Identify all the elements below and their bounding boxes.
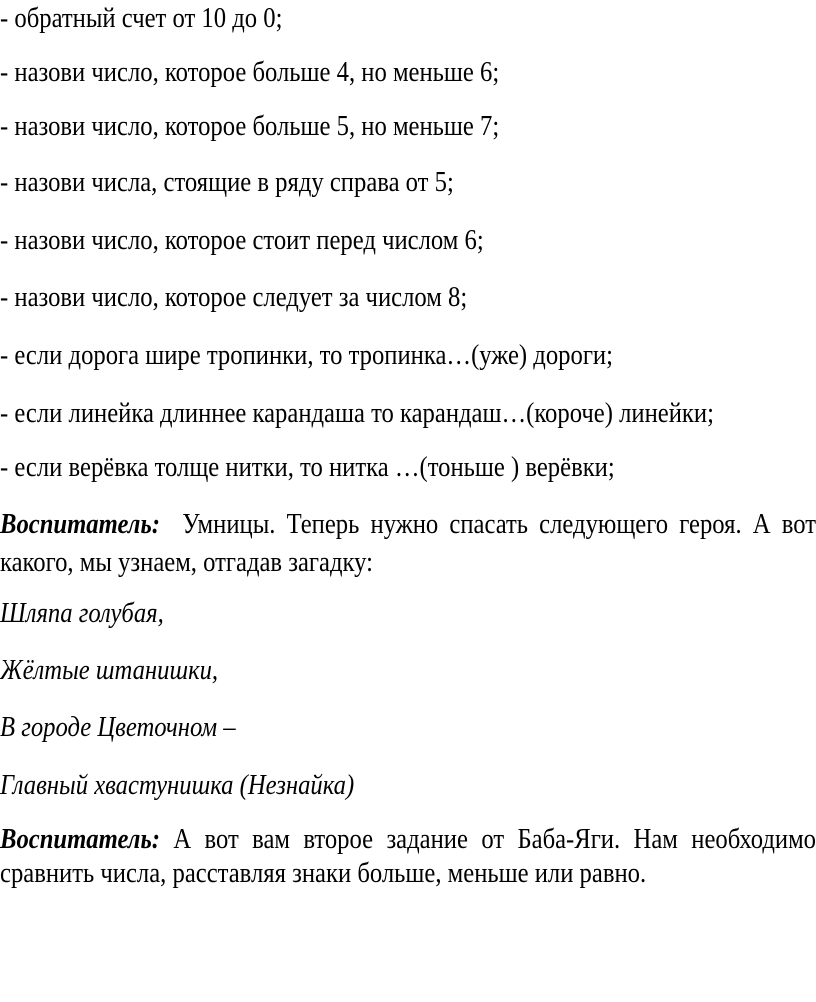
paragraph-text: А вот вам второе задание от Баба-Яги. Нам необходимо сравнить числа, расставляя знаки больше, меньше или равно. [0,823,816,889]
list-item: - обратный счет от 10 до 0; [0,2,283,34]
list-item: - назови число, которое больше 4, но меньше 6; [0,56,500,88]
riddle-line: Жёлтые штанишки, [0,654,219,686]
riddle-line: В городе Цветочном – [0,711,236,743]
list-item: - назови число, которое следует за числом 8; [0,281,468,313]
speaker-label: Воспитатель: [0,823,160,855]
list-item: - если дорога шире тропинки, то тропинка…(уже) дороги; [0,339,613,371]
list-item: - если линейка длиннее карандаша то карандаш…(короче) линейки; [0,397,714,429]
list-item: - назови число, которое больше 5, но меньше 7; [0,110,500,142]
list-item: - назови число, которое стоит перед числом 6; [0,224,484,256]
paragraph-text: Умницы. Теперь нужно спасать следующего героя. А вот какого, мы узнаем, отгадав загадку: [0,508,816,578]
list-item: - если верёвка толще нитки, то нитка …(тоньше ) верёвки; [0,451,615,483]
riddle-line: Главный хвастунишка (Незнайка) [0,769,355,801]
paragraph-teacher-1 [0,505,816,581]
paragraph-teacher-2 [0,822,816,890]
riddle-line: Шляпа голубая, [0,597,164,629]
speaker-label: Воспитатель: [0,508,160,540]
list-item: - назови числа, стоящие в ряду справа от 5; [0,166,454,198]
